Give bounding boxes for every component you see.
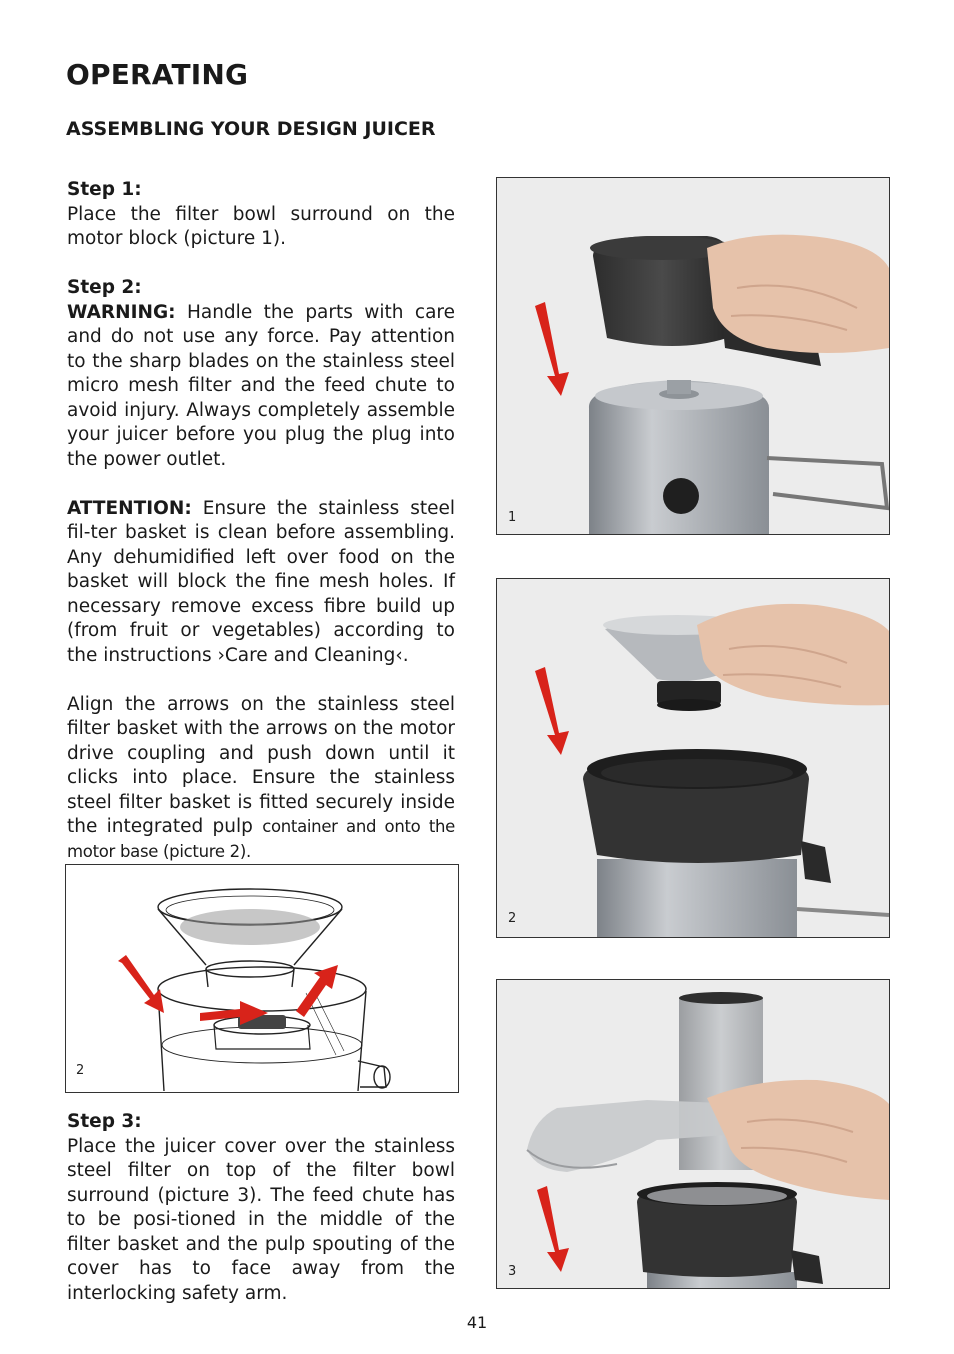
- attention-label: ATTENTION:: [67, 497, 192, 519]
- step2-warning-block: [67, 276, 455, 472]
- drawing-number: 2: [76, 1063, 85, 1078]
- photo-2: [496, 578, 890, 938]
- step3-block: [67, 1110, 455, 1306]
- photo-3-number: 3: [508, 1264, 517, 1279]
- page-title: OPERATING: [66, 58, 249, 91]
- photo-1-illustration: [497, 178, 889, 534]
- photo-1: [496, 177, 890, 535]
- attention-block: [67, 497, 455, 669]
- photo-1-number: 1: [508, 510, 517, 525]
- step3-text: Place the juicer cover over the stainless steel filter on top of the filter bowl surround (picture 3). The feed chute has to be posi-tioned in the middle of the filter basket and the pulp spouting of the cover has to face away from the interlocking safety arm.: [67, 1135, 455, 1304]
- section-title: ASSEMBLING YOUR DESIGN JUICER: [66, 118, 436, 140]
- text-column-upper: [67, 178, 455, 864]
- step3-heading: Step 3:: [67, 1111, 142, 1132]
- align-block: [67, 693, 455, 865]
- photo-2-illustration: [497, 579, 889, 937]
- step1-heading: Step 1:: [67, 179, 142, 200]
- photo-2-number: 2: [508, 911, 517, 926]
- step2-heading: Step 2:: [67, 277, 142, 298]
- photo-3-illustration: [497, 980, 889, 1288]
- step1-text: Place the filter bowl surround on the motor block (picture 1).: [67, 203, 455, 249]
- photo-3: [496, 979, 890, 1289]
- juicer-line-drawing: [66, 865, 458, 1092]
- warning-text: Handle the parts with care and do not use any force. Pay attention to the sharp blades on the stainless steel micro mesh filter and the feed chute to avoid injury. Always completely assemble your juicer before you plug the plug into the power outlet.: [67, 301, 455, 470]
- warning-label: WARNING:: [67, 301, 176, 323]
- align-text: Align the arrows on the stainless steel filter basket with the arrows on the motor drive coupling and push down until it clicks into place. Ensure the stainless steel filter basket is fitted securely inside the integrated pulp: [67, 693, 455, 837]
- drawing-figure: [65, 864, 459, 1093]
- attention-text: Ensure the stainless steel fil-ter basket is clean before assembling. Any dehumidified left over food on the basket will block the fine mesh holes. If necessary remove excess fibre build up (from fruit or vegetables) according to the instructions ›Care and Cleaning‹.: [67, 497, 455, 666]
- step1-block: [67, 178, 455, 252]
- align-text-small: container and onto the motor base (picture 2).: [67, 817, 455, 861]
- page-number: 41: [466, 1313, 488, 1332]
- text-column-lower: [67, 1110, 455, 1306]
